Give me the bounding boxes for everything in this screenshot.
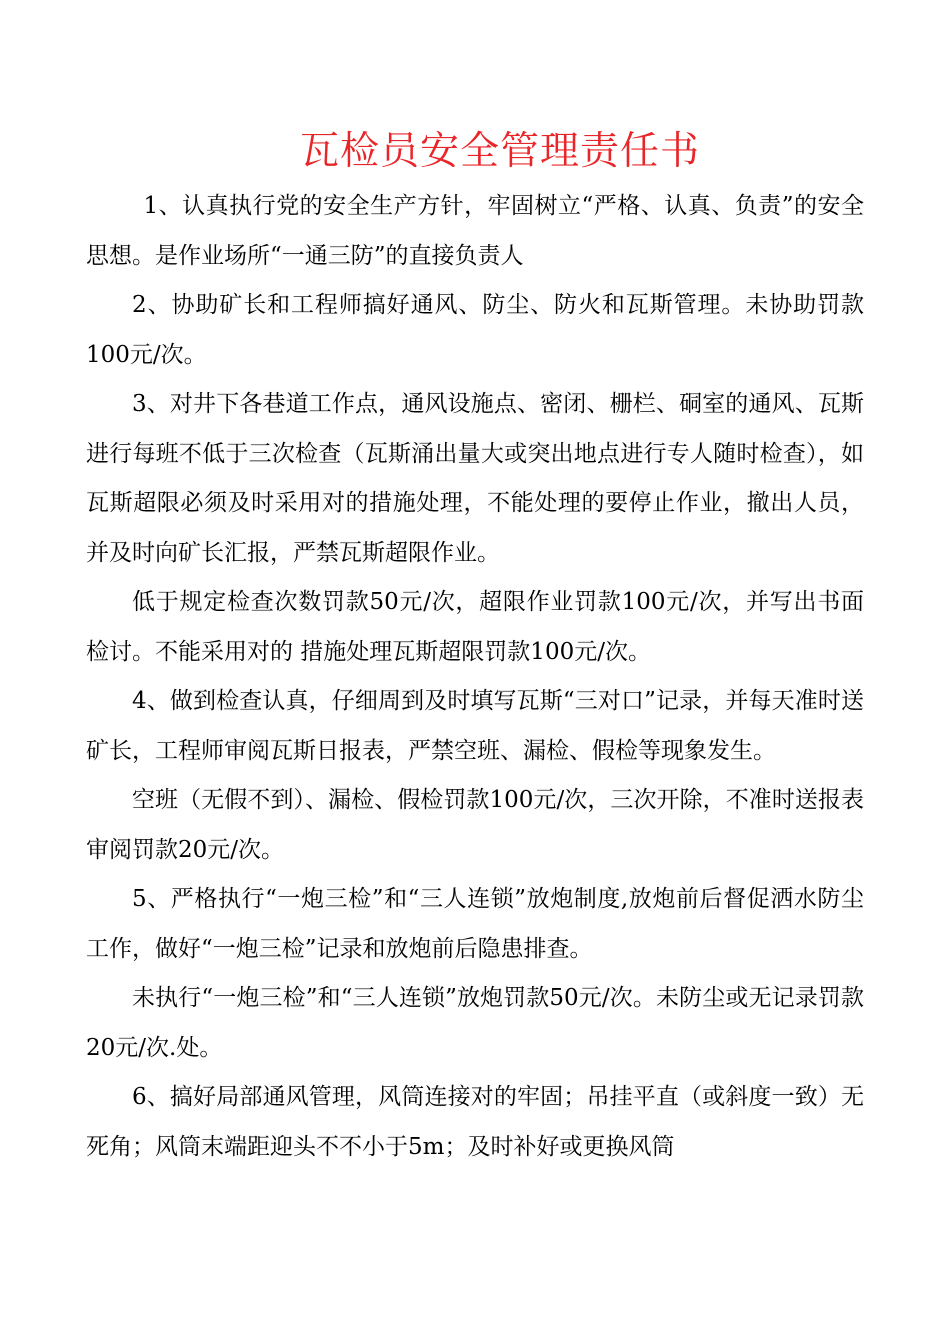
paragraph-6: 空班（无假不到）、漏检、假检罚款100元/次，三次开除，不准时送报表审阅罚款20元/次。 (86, 787, 864, 863)
paragraph-2: 2、协助矿长和工程师搞好通风、防尘、防火和瓦斯管理。未协助罚款100元/次。 (86, 292, 864, 368)
paragraph-3: 3、对井下各巷道工作点，通风设施点、密闭、栅栏、硐室的通风、瓦斯进行每班不低于三次检查（瓦斯涌出量大或突出地点进行专人随时检查），如瓦斯超限必须及时采用对的措施处理，不能处理的要停止作业，撤出人员，并及时向矿长汇报，严禁瓦斯超限作业。 (86, 391, 864, 566)
document-title: 瓦检员安全管理责任书 (299, 129, 700, 174)
paragraph-4: 低于规定检查次数罚款50元/次，超限作业罚款100元/次，并写出书面检讨。不能采用对的 措施处理瓦斯超限罚款100元/次。 (86, 589, 864, 665)
document-body (86, 182, 864, 1172)
paragraph-5: 4、做到检查认真，仔细周到及时填写瓦斯“三对口”记录，并每天准时送矿长，工程师审阅瓦斯日报表，严禁空班、漏检、假检等现象发生。 (86, 688, 864, 764)
paragraph-7: 5、严格执行“一炮三检”和“三人连锁”放炮制度,放炮前后督促洒水防尘工作，做好“一炮三检”记录和放炮前后隐患排查。 (86, 886, 864, 962)
paragraph-9: 6、搞好局部通风管理，风筒连接对的牢固；吊挂平直（或斜度一致）无死角；风筒末端距迎头不不小于5m；及时补好或更换风筒 (86, 1084, 864, 1160)
paragraph-1: 1、认真执行党的安全生产方针，牢固树立“严格、认真、负责”的安全思想。是作业场所“一通三防”的直接负责人 (86, 193, 864, 269)
paragraph-8: 未执行“一炮三检”和“三人连锁”放炮罚款50元/次。未防尘或无记录罚款20元/次.处。 (86, 985, 864, 1061)
